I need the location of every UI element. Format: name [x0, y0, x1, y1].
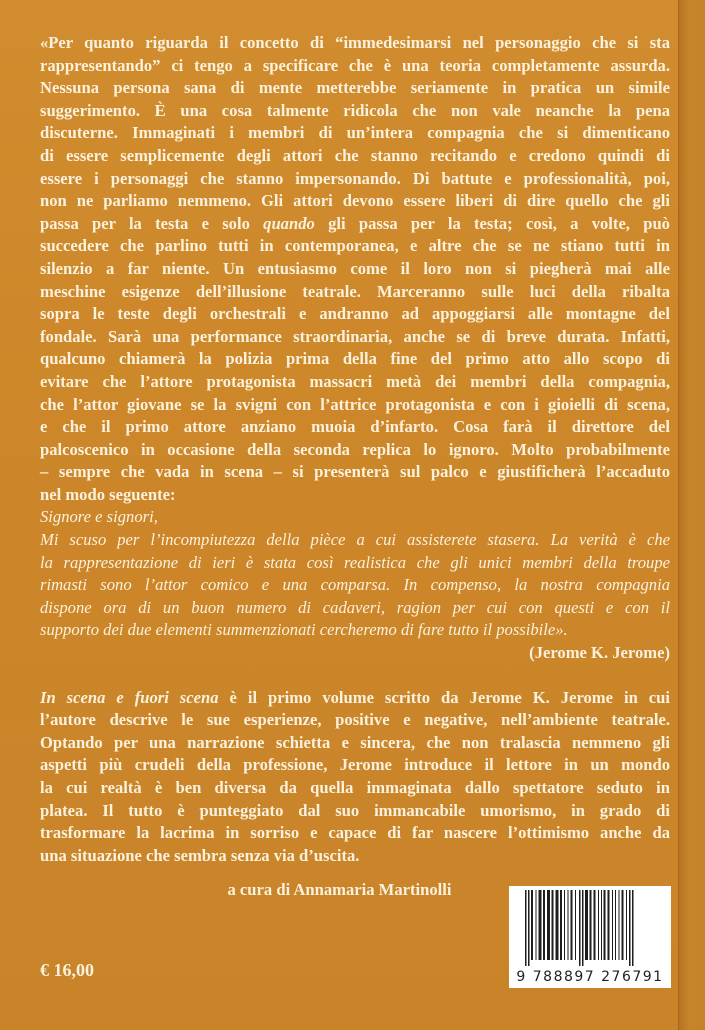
barcode-bar — [632, 890, 634, 966]
barcode-bar — [568, 890, 569, 960]
quote-italic-line: supporto dei due elementi summenzionati cercheremo di fare tutto il possibile». — [40, 620, 568, 640]
barcode-bar — [536, 890, 537, 960]
quote-fragment: passa per la testa e solo — [40, 213, 264, 233]
description-line: la cui realtà è ben diversa da quella immaginata dallo spettatore seduto in — [40, 778, 670, 797]
quote-italic-block — [40, 506, 670, 642]
quote-block — [40, 32, 670, 506]
spine-fold — [678, 0, 705, 1030]
description-line: platea. Il tutto è punteggiato dal suo immancabile umorismo, in grado di — [40, 800, 670, 820]
quote-line: di essere semplicemente degli attori che stanno recitando e credono quindi di — [40, 145, 670, 165]
barcode-bar — [556, 890, 559, 960]
barcode-bar — [564, 890, 565, 960]
description-line: aspetti più crudeli della professione, Jerome introduce il lettore in un mondo — [40, 755, 670, 775]
barcode-bar — [539, 890, 542, 960]
quote-line — [40, 213, 670, 236]
description-line: Optando per una narrazione schietta e sincera, che non tralascia nemmeno gli — [40, 732, 670, 752]
quote-line: non ne parliamo nemmeno. Gli attori devono essere liberi di dire quello che gli — [40, 191, 670, 211]
quote-line: – sempre che vada in scena – si presenterà sul palco e giustificherà l’accaduto — [40, 462, 670, 482]
quote-line: e che il primo attore anziano muoia d’infarto. Cosa farà il direttore del — [40, 417, 670, 437]
quote-italic-line: rimasti sono l’attor comico e una comparsa. In compenso, la nostra compagnia — [40, 575, 670, 595]
description-line — [40, 687, 670, 710]
barcode-bar — [552, 890, 554, 960]
quote-line: evitare che l’attore protagonista massacri metà dei membri della compagnia, — [40, 371, 670, 391]
barcode-bar — [615, 890, 616, 960]
quote-line: essere i personaggi che stanno impersonando. Di battute e professionalità, poi, — [40, 168, 670, 188]
barcode-bar — [629, 890, 631, 966]
quote-italic-line: Mi scuso per l’incompiutezza della pièce a cui assisterete stasera. La verità è che — [40, 530, 670, 550]
barcode-bar — [579, 890, 581, 966]
price-label: € 16,00 — [40, 960, 94, 980]
description-line: una situazione che sembra senza via d’uscita. — [40, 845, 360, 865]
quote-line: meschine esigenze dell’illusione teatrale. Marceranno sulle luci della ribalta — [40, 281, 670, 301]
barcode-bar — [622, 890, 624, 960]
description-line: l’autore descrive le sue esperienze, positive e negative, nell’ambiente teatrale. — [40, 710, 670, 730]
emphasis-word: quando — [263, 213, 315, 233]
barcode-bar — [528, 890, 530, 966]
quote-italic-line: Signore e signori, — [40, 507, 158, 527]
description-line: trasformare la lacrima in sorriso e capace di far nascere l’ottimismo anche da — [40, 823, 670, 843]
barcode-bar — [626, 890, 627, 960]
quote-line: fondale. Sarà una performance straordinaria, anche se di breve durata. Infatti, — [40, 326, 670, 346]
quote-fragment: gli passa per la testa; così, a volte, può — [314, 213, 670, 233]
barcode-bar — [543, 890, 545, 960]
quote-line: discuterne. Immaginati i membri di un’intera compagnia che si dimenticano — [40, 123, 670, 143]
quote-line: sopra le teste degli orchestrali e andranno ad appoggiarsi alle montagne del — [40, 304, 670, 324]
barcode-bar — [547, 890, 550, 960]
quote-line: qualcuno chiamerà la polizia prima della fine del primo atto allo scopo di — [40, 349, 670, 369]
barcode-bar — [571, 890, 573, 960]
quote-line: rappresentando” ci tengo a specificare che è una teoria completamente assurda. — [40, 55, 670, 75]
barcode-bar — [531, 890, 533, 960]
isbn-number: 9 788897 276791 — [516, 969, 664, 985]
barcode-bar — [582, 890, 584, 966]
curator-credit: a cura di Annamaria Martinolli — [227, 880, 452, 899]
quote-line: nel modo seguente: — [40, 484, 176, 504]
barcode-bar — [598, 890, 599, 960]
barcode-bar — [601, 890, 602, 960]
barcode-bar — [560, 890, 562, 960]
book-title: In scena e fuori scena — [40, 687, 219, 707]
barcode-bars — [509, 886, 671, 966]
quote-line: suggerimento. È una cosa talmente ridicola che non vale neanche la pena — [40, 100, 670, 120]
barcode-bar — [585, 890, 588, 960]
barcode-bar — [608, 890, 610, 960]
barcode-bar — [604, 890, 606, 960]
barcode-bar — [594, 890, 596, 960]
quote-italic-line: dispone ora di un buon numero di cadaveri, ragion per cui con questi e con il — [40, 597, 670, 617]
quote-line: succedere che parlino tutti in contemporanea, e altre che se ne stiano tutti in — [40, 236, 670, 256]
barcode-bar — [612, 890, 613, 960]
isbn-barcode — [509, 886, 671, 988]
quote-line: che l’attor giovane se la svigni con l’attrice protagonista e con i gioielli di scena, — [40, 394, 670, 414]
quote-line: «Per quanto riguarda il concetto di “immedesimarsi nel personaggio che si sta — [40, 33, 670, 52]
quote-line: silenzio a far niente. Un entusiasmo come il loro non si piegherà mai alle — [40, 258, 670, 278]
quote-line: palcoscenico in occasione della seconda replica lo ignoro. Molto probabilmente — [40, 439, 670, 459]
quote-attribution: (Jerome K. Jerome) — [529, 643, 670, 663]
barcode-bar — [525, 890, 527, 966]
barcode-bar — [619, 890, 620, 960]
barcode-bar — [575, 890, 576, 960]
back-cover-text — [40, 32, 670, 867]
quote-italic-line: la rappresentazione di ieri è stata così realistica che gli unici membri della troupe — [40, 552, 670, 572]
description-block — [40, 687, 670, 868]
barcode-bar — [590, 890, 592, 960]
description-first-line-rest: è il primo volume scritto da Jerome K. Jerome in cui — [218, 687, 670, 707]
quote-line: Nessuna persona sana di mente metterebbe seriamente in pratica un simile — [40, 78, 670, 98]
